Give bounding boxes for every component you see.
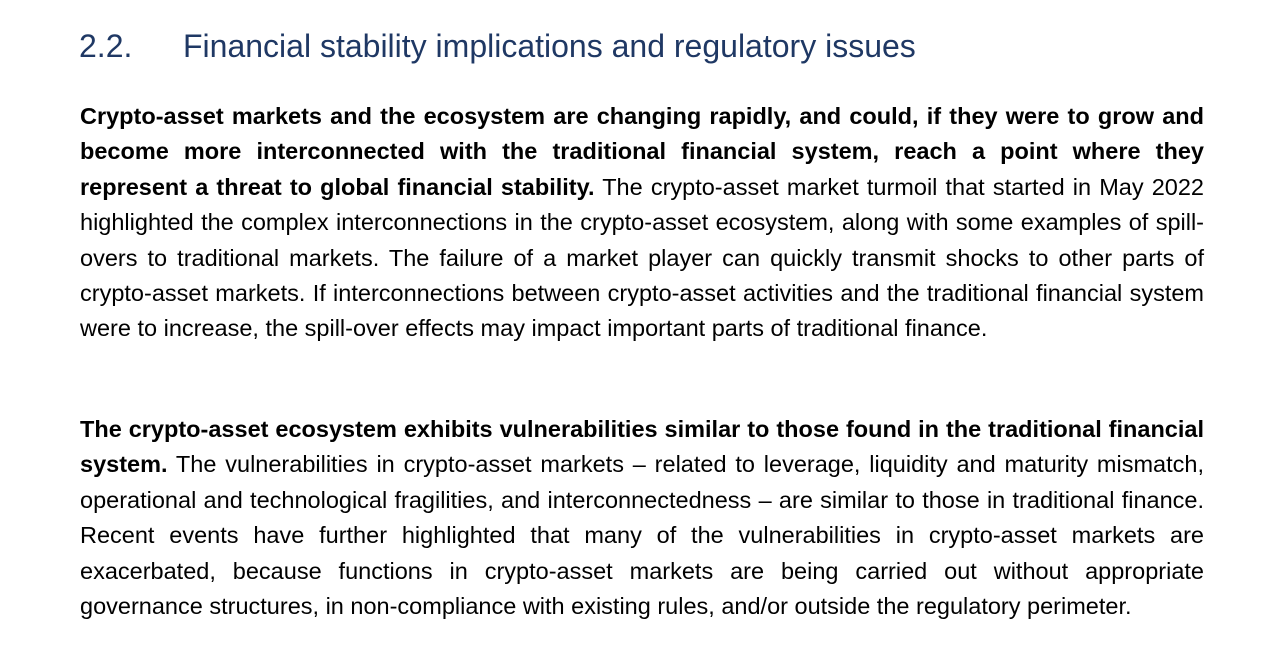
- section-number: 2.2.: [79, 28, 133, 64]
- paragraph-2-body: The vulnerabilities in crypto-asset markets – related to leverage, liquidity and maturity mismatch, operational and technological fragilities, and interconnectedness – are similar to those in traditional finance. Recent events have further highlighted that many of the vulnerabilities in crypto-asset markets are exacerbated, because functions in crypto-asset markets are being carried out without appropriate governance structures, in non-compliance with existing rules, and/or outside the regulatory perimeter.: [80, 451, 1204, 620]
- section-title: Financial stability implications and regulatory issues: [183, 28, 916, 64]
- section-heading: [79, 26, 916, 66]
- paragraph-1-body: The crypto-asset market turmoil that started in May 2022 highlighted the complex interconnections in the crypto-asset ecosystem, along with some examples of spill-overs to traditional markets. The failure of a market player can quickly transmit shocks to other parts of crypto-asset markets. If interconnections between crypto-asset activities and the traditional financial system were to increase, the spill-over effects may impact important parts of traditional finance.: [80, 173, 1204, 342]
- paragraph-2-lead: The crypto-asset ecosystem exhibits vulnerabilities similar to those found in the traditional financial system.: [80, 416, 1204, 478]
- paragraph-1: [80, 99, 1204, 347]
- paragraph-1-lead: Crypto-asset markets and the ecosystem are changing rapidly, and could, if they were to grow and become more interconnected with the traditional financial system, reach a point where they represent a threat to global financial stability.: [80, 103, 1204, 200]
- paragraph-2: [80, 412, 1204, 624]
